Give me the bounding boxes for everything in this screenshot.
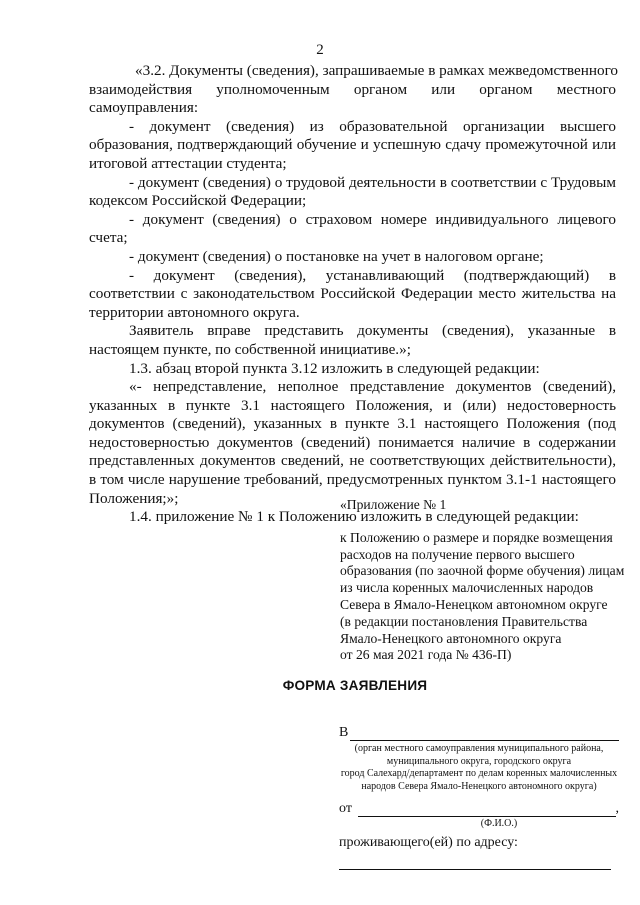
appendix-line: к Положению о размере и порядке возмещения [340, 529, 613, 545]
text-line: настоящем пункте, по собственной инициативе.»; [89, 340, 411, 358]
text-line: - документ (сведения) о постановке на учет в налоговом органе; [129, 247, 544, 265]
addressee-block [339, 725, 619, 870]
text-line: Заявитель вправе представить документы (сведения), указанные в [129, 322, 616, 340]
text-line: «- непредставление, неполное представление документов (сведений), [129, 378, 616, 396]
text-line: счета; [89, 229, 128, 247]
text-line: в том числе нарушение требований, предусмотренных пунктом 3.1-1 настоящего [89, 471, 616, 489]
appendix-line: от 26 мая 2021 года № 436-П) [340, 647, 512, 663]
text-line: «3.2. Документы (сведения), запрашиваемые в рамках межведомственного [135, 62, 619, 79]
text-line: недостоверностью документов (сведений) понимается наличие в содержании [89, 433, 616, 451]
text-line: кодексом Российской Федерации; [89, 192, 307, 210]
appendix-header [340, 497, 630, 664]
paragraph-doc-labor [89, 174, 616, 211]
note-line: муниципального округа, городского округа [386, 755, 572, 767]
addressee-prefix: В [339, 725, 349, 740]
sender-suffix: , [615, 801, 619, 816]
paragraph-doc-education [89, 118, 616, 174]
sender-prefix: от [339, 801, 352, 816]
paragraph-doc-residence [89, 267, 616, 323]
text-line: указанных в пункте 3.1 настоящего Положения, и (или) недостоверность [89, 396, 616, 414]
text-line: - документ (сведения) о страховом номере индивидуального лицевого [129, 210, 616, 228]
text-line: 1.4. приложение № 1 к Положению изложить в следующей редакции: [129, 508, 579, 526]
appendix-line: из числа коренных малочисленных народов [340, 580, 594, 596]
paragraph-1-3 [89, 360, 616, 379]
sender-line [339, 801, 619, 817]
form-title: ФОРМА ЗАЯВЛЕНИЯ [282, 678, 428, 693]
text-line: - документ (сведения) из образовательной организации высшего [129, 117, 616, 135]
paragraph-applicant-right [89, 322, 616, 359]
appendix-line: (в редакции постановления Правительства [340, 613, 588, 629]
note-line: народов Севера Ямало-Ненецкого автономного округа) [361, 780, 597, 792]
text-line: образования, подтверждающий обучение и успешную сдачу промежуточной или [89, 136, 616, 154]
text-line: представленных документов сведений, не соответствующих действительности), [89, 452, 616, 470]
fio-note: (Ф.И.О.) [480, 818, 518, 829]
address-field[interactable] [339, 851, 611, 870]
page-number: 2 [316, 42, 324, 58]
sender-field[interactable] [358, 802, 616, 817]
appendix-line: образования (по заочной форме обучения) лицам [340, 563, 625, 579]
text-line: территории автономного округа. [89, 303, 300, 321]
paragraph-3-2 [89, 62, 619, 118]
text-line: соответствии с законодательством Российской Федерации место жительства на [89, 285, 616, 303]
text-line: - документ (сведения), устанавливающий (подтверждающий) в [129, 266, 616, 284]
appendix-line: Ямало-Ненецкого автономного округа [340, 630, 562, 646]
text-line: документов (сведений), указанных в пункте 3.1 настоящего Положения (под [89, 415, 616, 433]
text-line: итоговой аттестации студента; [89, 154, 287, 172]
addressee-field[interactable] [350, 726, 619, 741]
paragraph-non-submission [89, 378, 616, 508]
appendix-line: расходов на получение первого высшего [340, 546, 575, 562]
paragraph-doc-insurance [89, 211, 616, 248]
paragraph-doc-tax [89, 248, 616, 267]
note-line: (орган местного самоуправления муниципального района, [354, 743, 604, 754]
addressee-note [339, 743, 619, 793]
appendix-title: «Приложение № 1 [340, 497, 447, 512]
document-body [89, 62, 619, 527]
appendix-line: Севера в Ямало-Ненецком автономном округе [340, 596, 608, 612]
text-line: - документ (сведения) о трудовой деятельности в соответствии с Трудовым [129, 173, 616, 191]
address-label: проживающего(ей) по адресу: [339, 835, 518, 850]
text-line: 1.3. абзац второй пункта 3.12 изложить в следующей редакции: [129, 359, 540, 377]
text-line: Положения;»; [89, 489, 179, 507]
text-line: взаимодействия уполномоченным органом или органом местного [89, 80, 616, 98]
addressee-line [339, 725, 619, 741]
text-line: самоуправления: [89, 99, 199, 117]
note-line: город Салехард/департамент по делам коренных малочисленных [340, 768, 618, 779]
